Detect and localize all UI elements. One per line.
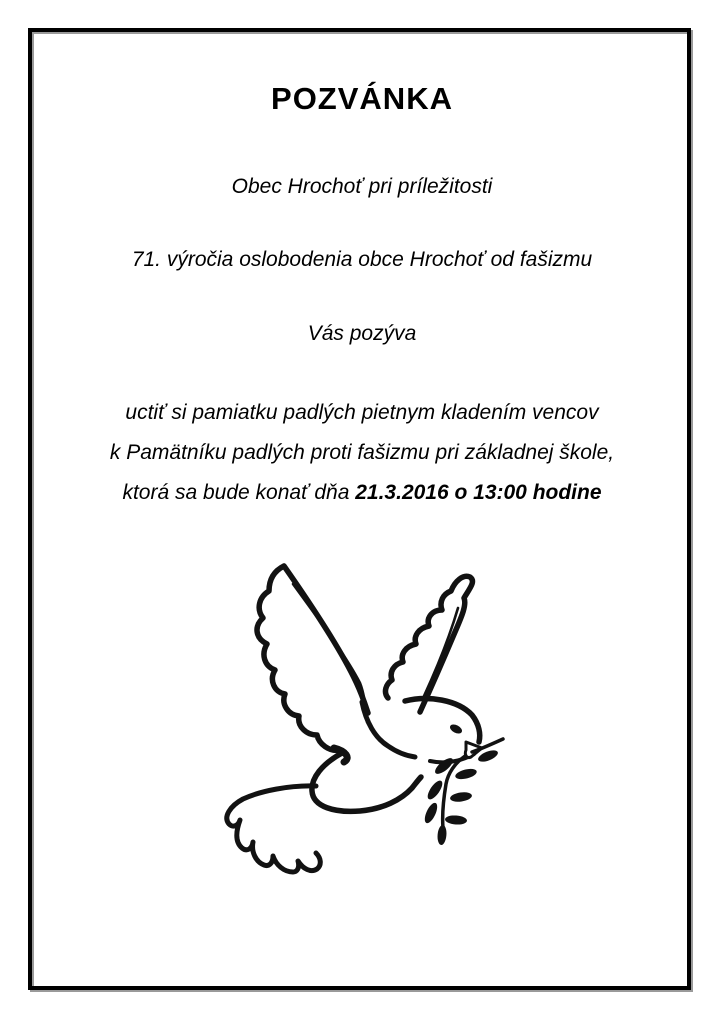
- peace-dove-icon: [200, 550, 520, 890]
- body-line-2: k Pamätníku padlých proti fašizmu pri základnej škole,: [109, 441, 615, 464]
- dove-illustration: [200, 550, 520, 890]
- body-line-1: uctiť si pamiatku padlých pietnym kladením vencov: [125, 401, 599, 424]
- body-line-datetime: [0, 482, 724, 503]
- intro-line-organizer: Obec Hrochoť pri príležitosti: [231, 175, 493, 198]
- event-datetime-prefix: ktorá sa bude konať dňa: [122, 481, 356, 504]
- intro-line-occasion: 71. výročia oslobodenia obce Hrochoť od fašizmu: [131, 248, 593, 271]
- document-title: POZVÁNKA: [271, 81, 453, 116]
- intro-line-invites: Vás pozýva: [307, 322, 417, 345]
- event-datetime: 21.3.2016 o 13:00 hodine: [355, 481, 602, 504]
- dove-eye: [448, 723, 463, 736]
- right-wing: [385, 576, 472, 712]
- tail-fan: [227, 786, 320, 872]
- left-wing: [257, 566, 368, 762]
- olive-branch-icon: [422, 739, 503, 845]
- belly-line: [312, 753, 421, 811]
